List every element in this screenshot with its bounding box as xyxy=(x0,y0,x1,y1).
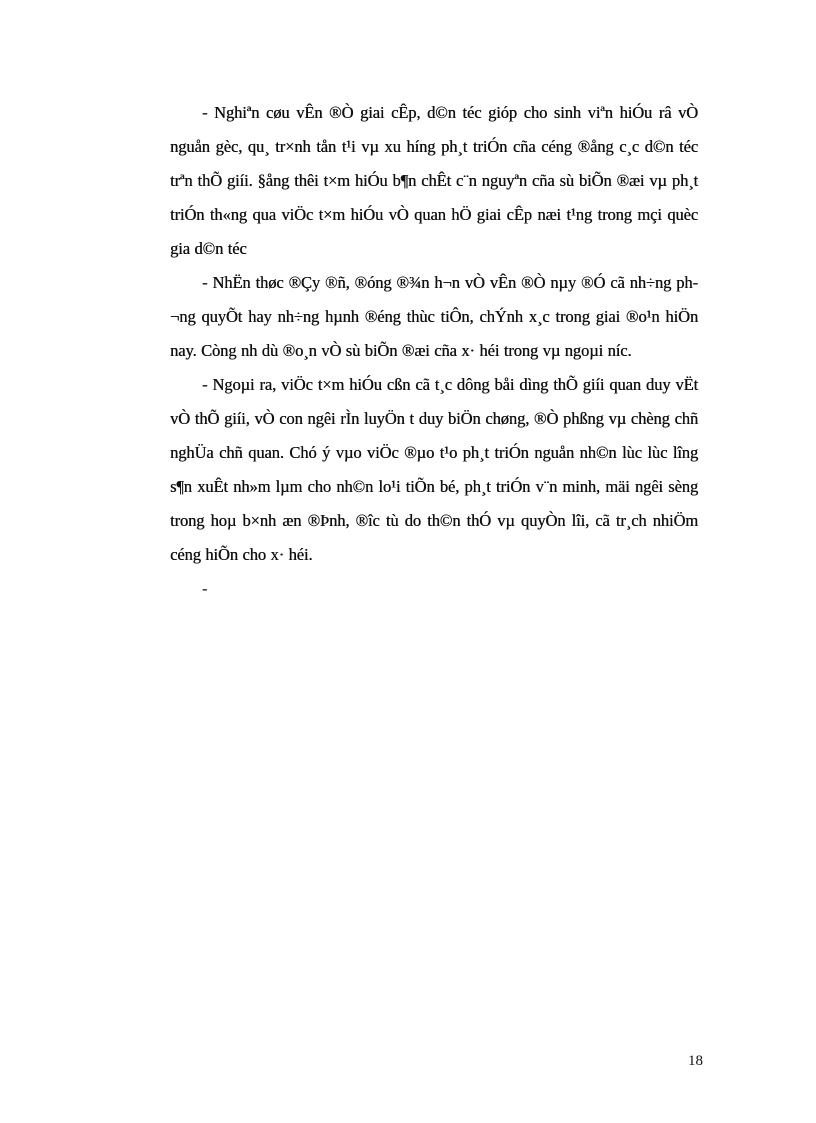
paragraph-worldview: - Ngoµi ra, viÖc t×m hiÓu cßn cã t¸c dông båi dìng thÕ giíi quan duy vËt vÒ thÕ giíi, vÒ con ngêi rÌn luyÖn t duy biÖn chøng, ®Ò phßng vµ chèng chñ nghÜa chñ quan. Chó ý vµo viÖc ®µo t¹o ph¸t triÓn nguån nh©n lùc lùc lîng s¶n xuÊt nh»m lµm cho nh©n lo¹i tiÕn bé, ph¸t triÓn v¨n minh, mäi ngêi sèng trong hoµ b×nh æn ®Þnh, ®îc tù do th©n thÓ vµ quyÒn lîi, cã tr¸ch nhiÖm céng hiÕn cho x· héi. xyxy=(170,375,698,564)
paragraph-awareness: - NhËn thøc ®Çy ®ñ, ®óng ®¾n h¬n vÒ vÊn ®Ò nµy ®Ó cã nh÷ng ph¬ng quyÕt hay nh÷ng hµnh ®éng thùc tiÔn, chÝnh x¸c trong giai ®o¹n hiÖn nay. Còng nh dù ®o¸n vÒ sù biÕn ®æi cña x· héi trong vµ ngoµi níc. xyxy=(170,273,698,360)
body-text xyxy=(170,96,698,606)
trailing-dash: - xyxy=(202,579,208,598)
paragraph-research-class-nation: - Nghiªn cøu vÊn ®Ò giai cÊp, d©n téc gióp cho sinh viªn hiÓu râ vÒ nguån gèc, qu¸ tr×nh tån t¹i vµ xu híng ph¸t triÓn cña céng ®ång c¸c d©n téc trªn thÕ giíi. §ång thêi t×m hiÓu b¶n chÊt c¨n nguyªn cña sù biÕn ®æi vµ ph¸t triÓn th«ng qua viÖc t×m hiÓu vÒ quan hÖ giai cÊp næi t¹ng trong mçi quèc gia d©n téc xyxy=(170,103,698,258)
page-number: 18 xyxy=(688,1053,703,1069)
